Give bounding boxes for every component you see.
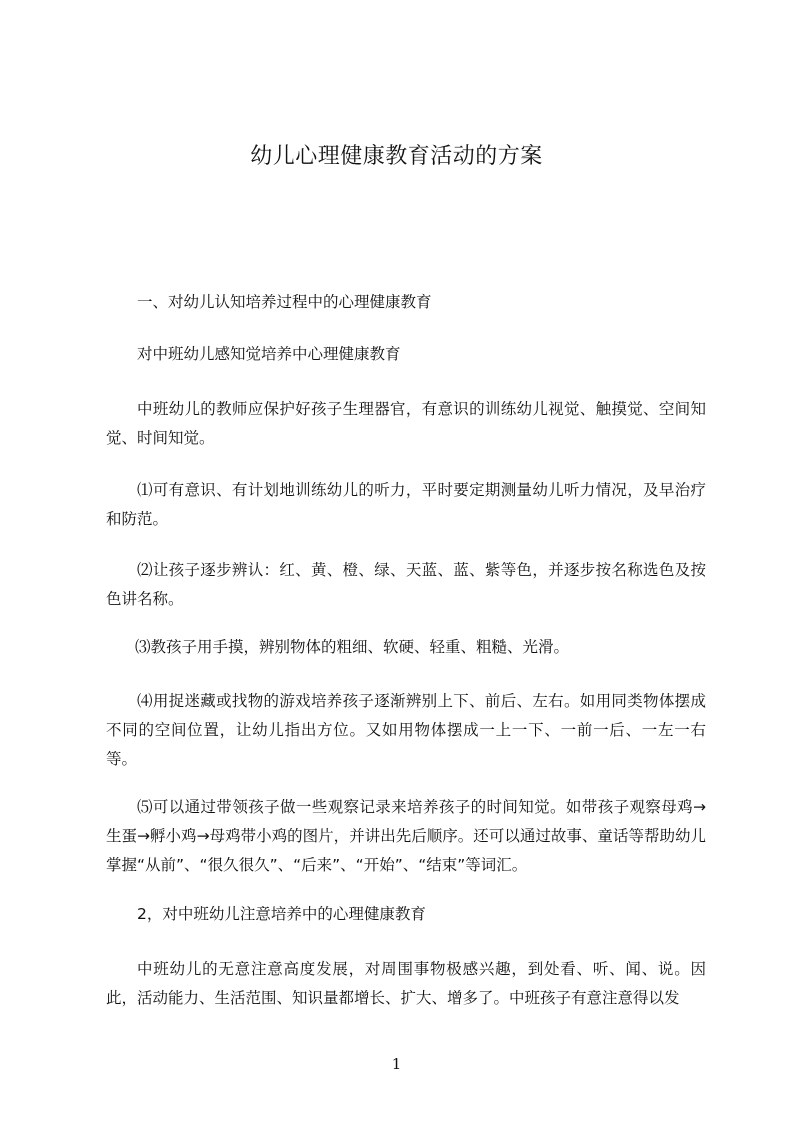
body-paragraph: 中班幼儿的教师应保护好孩子生理器官，有意识的训练幼儿视觉、触摸觉、空间知觉、时间知觉。 bbox=[106, 400, 706, 447]
list-item-paragraph: ⑶教孩子用手摸，辨别物体的粗细、软硬、轻重、粗糙、光滑。 bbox=[135, 638, 570, 656]
list-item-paragraph: ⑵让孩子逐步辨认：红、黄、橙、绿、天蓝、蓝、紫等色，并逐步按名称选色及按色讲名称。 bbox=[106, 561, 706, 608]
section-heading: 一、对幼儿认知培养过程中的心理健康教育 bbox=[137, 293, 432, 311]
list-item-paragraph: ⑷用捉迷藏或找物的游戏培养孩子逐渐辨别上下、前后、左右。如用同类物体摆成不同的空间位置，让幼儿指出方位。又如用物体摆成一上一下、一前一后、一左一右等。 bbox=[106, 692, 706, 768]
list-item-paragraph: ⑴可有意识、有计划地训练幼儿的听力，平时要定期测量幼儿听力情况，及早治疗和防范。 bbox=[106, 481, 706, 528]
subsection-heading: 对中班幼儿感知觉培养中心理健康教育 bbox=[137, 345, 401, 363]
body-paragraph: 中班幼儿的无意注意高度发展，对周围事物极感兴趣，到处看、听、闻、说。因此，活动能力、生活范围、知识量都增长、扩大、增多了。中班孩子有意注意得以发 bbox=[106, 960, 706, 1007]
subsection-heading: 2，对中班幼儿注意培养中的心理健康教育 bbox=[137, 905, 426, 923]
list-item-paragraph: ⑸可以通过带领孩子做一些观察记录来培养孩子的时间知觉。如带孩子观察母鸡→生蛋→孵小鸡→母鸡带小鸡的图片，并讲出先后顺序。还可以通过故事、童话等帮助幼儿掌握“从前”、“很久很久”、“后来”、“开始”、“结束”等词汇。 bbox=[106, 798, 706, 874]
page-number: 1 bbox=[391, 1055, 402, 1073]
document-title: 幼儿心理健康教育活动的方案 bbox=[250, 144, 543, 169]
